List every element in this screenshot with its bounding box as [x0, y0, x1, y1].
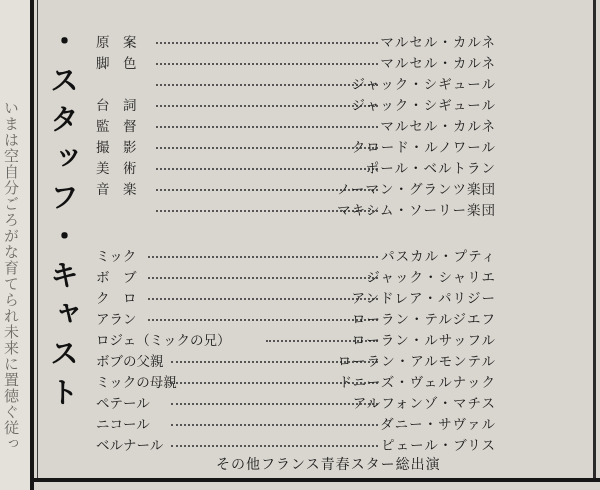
- staff-name: ジャック・シギュール: [351, 98, 496, 114]
- cast-role: ニコール: [96, 417, 150, 433]
- staff-role: 美 術: [96, 161, 137, 177]
- staff-row: [96, 75, 496, 96]
- staff-row: [96, 159, 496, 180]
- cast-row: [96, 289, 496, 310]
- leader-dots: [156, 42, 378, 44]
- cast-row: [96, 415, 496, 436]
- cast-row: [96, 394, 496, 415]
- cast-row: [96, 268, 496, 289]
- leader-dots: [171, 403, 378, 405]
- leader-dots: [148, 256, 378, 258]
- staff-role: 監 督: [96, 119, 137, 135]
- cast-row: [96, 373, 496, 394]
- staff-role: 音 楽: [96, 182, 137, 198]
- staff-row: [96, 138, 496, 159]
- staff-list: [96, 33, 496, 222]
- leader-dots: [171, 445, 378, 447]
- staff-row: [96, 180, 496, 201]
- cast-name: ローラン・ルサッフル: [351, 333, 496, 349]
- leader-dots: [148, 298, 378, 300]
- leader-dots: [156, 126, 378, 128]
- staff-role: 脚 色: [96, 56, 137, 72]
- leader-dots: [148, 319, 378, 321]
- cast-name: ローラン・アルモンテル: [337, 354, 496, 370]
- staff-role: 原 案: [96, 35, 137, 51]
- leader-dots: [156, 63, 378, 65]
- staff-name: ノーマン・グランツ楽団: [336, 182, 496, 198]
- cast-name: ローラン・テルジエフ: [352, 312, 496, 328]
- footer-note: その他フランス青春スター総出演: [216, 457, 441, 473]
- staff-row: [96, 117, 496, 138]
- cast-row: [96, 331, 496, 352]
- staff-name: ジャック・シギュール: [351, 77, 496, 93]
- cast-list: [96, 247, 496, 457]
- cast-row: [96, 310, 496, 331]
- staff-name: ポール・ベルトラン: [365, 161, 496, 177]
- cast-row: [96, 352, 496, 373]
- staff-name: マルセル・カルネ: [380, 56, 496, 72]
- staff-row: [96, 33, 496, 54]
- staff-name: マルセル・カルネ: [380, 35, 496, 51]
- staff-row: [96, 54, 496, 75]
- staff-role: 台 詞: [96, 98, 137, 114]
- cast-row: [96, 247, 496, 268]
- right-border-rule: [593, 0, 596, 480]
- leader-dots: [148, 277, 378, 279]
- staff-row: [96, 96, 496, 117]
- cast-name: ドニーズ・ヴェルナック: [338, 375, 496, 391]
- section-heading: ・スタッフ・キャスト: [46, 26, 80, 416]
- cast-name: ジャック・シャリエ: [366, 270, 496, 286]
- bottom-border-rule: [30, 478, 600, 482]
- cast-role: ク ロ: [96, 291, 137, 307]
- cast-name: アンドレア・パリジー: [351, 291, 496, 307]
- cast-name: パスカル・プティ: [381, 249, 496, 265]
- leader-dots: [156, 84, 378, 86]
- cast-name: ピェール・ブリス: [381, 438, 496, 454]
- leader-dots: [156, 147, 378, 149]
- cast-role: ボブの父親: [96, 354, 164, 370]
- cast-role: ベルナール: [96, 438, 164, 454]
- leader-dots: [156, 168, 378, 170]
- cast-role: ペテール: [96, 396, 150, 412]
- cast-role: ミック: [96, 249, 137, 265]
- leader-dots: [156, 105, 378, 107]
- cast-name: ダニー・サヴァル: [380, 417, 496, 433]
- cast-role: ミックの母親: [96, 375, 177, 391]
- cast-name: アルフォンゾ・マチス: [352, 396, 496, 412]
- left-border-rule: [30, 0, 34, 490]
- staff-name: クロード・ルノワール: [351, 140, 496, 156]
- cast-role: ボ ブ: [96, 270, 137, 286]
- cast-role: アラン: [96, 312, 137, 328]
- staff-name: マルセル・カルネ: [380, 119, 496, 135]
- staff-role: 撮 影: [96, 140, 137, 156]
- staff-name: マキシム・ソーリー楽団: [337, 203, 496, 219]
- cast-role: ロジェ（ミックの兄）: [96, 333, 231, 349]
- adjacent-page-text: いまは空自分ごろがな育てられ未来に置徳ぐ従っ: [2, 100, 20, 452]
- leader-dots: [171, 424, 378, 426]
- left-inner-rule: [37, 0, 38, 480]
- staff-row: [96, 201, 496, 222]
